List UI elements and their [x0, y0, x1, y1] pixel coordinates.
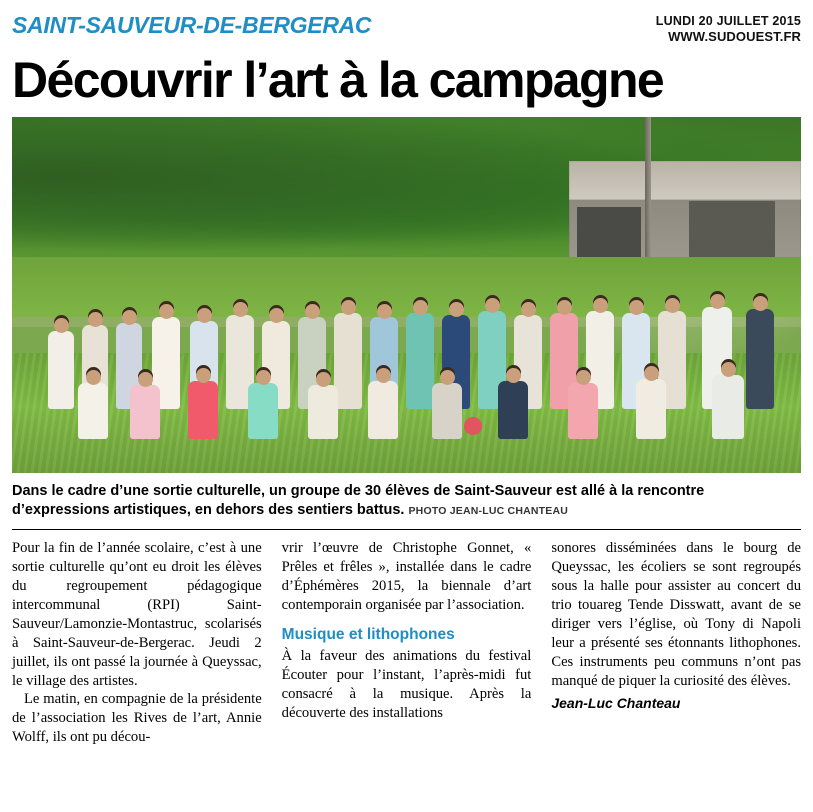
child-head [485, 298, 500, 313]
publication-date: LUNDI 20 JUILLET 2015 [655, 14, 801, 28]
child-head [440, 370, 455, 385]
child-head [88, 312, 103, 327]
masthead [12, 0, 801, 45]
child-head [710, 294, 725, 309]
child-head [341, 300, 356, 315]
child-head [377, 304, 392, 319]
child-head [665, 298, 680, 313]
paragraph: À la faveur des animations du festival Écouter pour l’instant, l’après-midi fut consacré à la musique. Après la découverte des installations [281, 647, 532, 721]
author-byline: Jean-Luc Chanteau [551, 695, 681, 712]
website-url: WWW.SUDOUEST.FR [668, 29, 801, 44]
child-head [305, 304, 320, 319]
child-head [196, 368, 211, 383]
child-head [138, 372, 153, 387]
child-head [629, 300, 644, 315]
child-head [753, 296, 768, 311]
article-column-3 [551, 539, 801, 748]
child-head [269, 308, 284, 323]
child-head [376, 368, 391, 383]
article-column-2 [282, 539, 532, 748]
child-head [449, 302, 464, 317]
page-title: Découvrir l’art à la campagne [12, 51, 664, 108]
photo-credit: PHOTO JEAN-LUC CHANTEAU [408, 505, 569, 518]
divider [12, 529, 801, 530]
child-head [721, 362, 736, 377]
child-head [233, 302, 248, 317]
child-head [413, 300, 428, 315]
child-head [521, 302, 536, 317]
article-photo [12, 117, 801, 473]
paragraph: Le matin, en compagnie de la présidente de l’association les Rives de l’art, Annie Wolff, ils ont pu décou- [12, 691, 262, 746]
child-head [557, 300, 572, 315]
child-head [593, 298, 608, 313]
date-and-site-block [656, 12, 801, 45]
paragraph: Pour la fin de l’année scolaire, c’est à une sortie culturelle qu’ont eu droit les élèves du regroupement pédagogique intercommunal (RPI) Saint-Sauveur/Lamonzie-Montastruc, scolarisés à Saint-Sauveur-de-Bergerac. Jeudi 2 juillet, ils ont passé la journée à Queyssac, le village des artistes. [12, 539, 262, 689]
child-head [54, 318, 69, 333]
photo-caption-text: Dans le cadre d’une sortie culturelle, un groupe de 30 élèves de Saint-Sauveur est allé à la rencontre d’expressions artistiques, en dehors des sentiers battus. [12, 482, 705, 519]
paragraph: sonores disséminées dans le bourg de Queyssac, les écoliers se sont regroupés sous la halle pour assister au concert du trio touareg Tende Disswatt, avant de se diriger vers l’église, où Tony di Napoli leur a présenté ses étonnants lithophones. Ces instruments peu communs n’ont pas manqué de piquer la curiosité des élèves. [551, 539, 802, 689]
child-head [506, 368, 521, 383]
photo-caption [12, 482, 801, 521]
article-body [12, 539, 801, 748]
child-head [256, 370, 271, 385]
child-head [122, 310, 137, 325]
locality-kicker: SAINT-SAUVEUR-DE-BERGERAC [12, 12, 372, 38]
child-head [316, 372, 331, 387]
paragraph: vrir l’œuvre de Christophe Gonnet, « Prêles et frêles », installée dans le cadre d’Éphémères 2015, la biennale d’art contemporain organisée par l’association. [281, 539, 532, 613]
children-group [12, 117, 801, 473]
child-head [197, 308, 212, 323]
child-head [86, 370, 101, 385]
article-column-1 [12, 539, 262, 748]
section-subheading: Musique et lithophones [281, 625, 455, 643]
child-head [644, 366, 659, 381]
child-head [576, 370, 591, 385]
child-head [159, 304, 174, 319]
